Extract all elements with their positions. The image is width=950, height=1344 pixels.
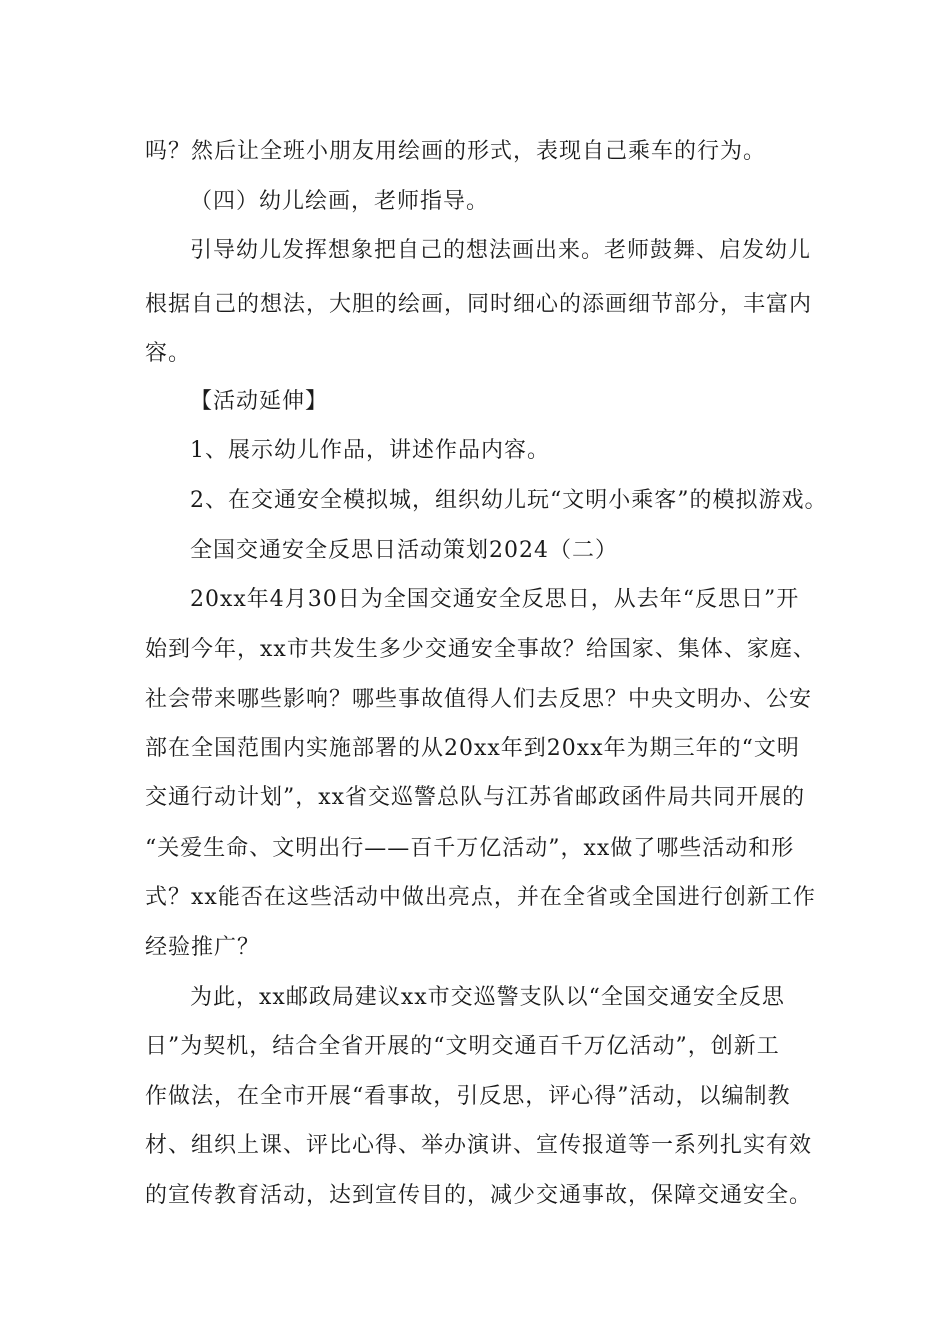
text-line: 的宣传教育活动，达到宣传目的，减少交通事故，保障交通安全。 bbox=[145, 1183, 813, 1208]
text-line: 社会带来哪些影响？哪些事故值得人们去反思？中央文明办、公安 bbox=[145, 687, 813, 712]
list-item: 2、在交通安全模拟城，组织幼儿玩“文明小乘客”的模拟游戏。 bbox=[190, 488, 828, 513]
text-line: 日”为契机，结合全省开展的“文明交通百千万亿活动”，创新工 bbox=[145, 1034, 780, 1059]
list-item: 1、展示幼儿作品，讲述作品内容。 bbox=[190, 438, 550, 463]
text-line: 吗？然后让全班小朋友用绘画的形式，表现自己乘车的行为。 bbox=[145, 139, 767, 164]
text-line: 作做法，在全市开展“看事故，引反思，评心得”活动，以编制教 bbox=[145, 1084, 791, 1109]
text-line: 20xx年4月30日为全国交通安全反思日，从去年“反思日”开 bbox=[190, 587, 800, 612]
text-line: 始到今年，xx市共发生多少交通安全事故？给国家、集体、家庭、 bbox=[145, 637, 816, 662]
text-line: 交通行动计划”，xx省交巡警总队与江苏省邮政函件局共同开展的 bbox=[145, 785, 806, 810]
text-line: 部在全国范围内实施部署的从20xx年到20xx年为期三年的“文明 bbox=[145, 736, 800, 761]
text-line: 式？xx能否在这些活动中做出亮点，并在全省或全国进行创新工作 bbox=[145, 885, 816, 910]
section-heading: 【活动延伸】 bbox=[190, 389, 329, 414]
text-line: 为此，xx邮政局建议xx市交巡警支队以“全国交通安全反思 bbox=[190, 985, 785, 1010]
text-line: 容。 bbox=[145, 341, 192, 366]
text-line: 经验推广？ bbox=[145, 935, 261, 960]
text-line: “关爱生命、文明出行——百千万亿活动”，xx做了哪些活动和形 bbox=[145, 836, 795, 861]
text-line: 材、组织上课、评比心得、举办演讲、宣传报道等一系列扎实有效 bbox=[145, 1133, 813, 1158]
text-line: 引导幼儿发挥想象把自己的想法画出来。老师鼓舞、启发幼儿 bbox=[190, 238, 812, 263]
text-line: 根据自己的想法，大胆的绘画，同时细心的添画细节部分，丰富内 bbox=[145, 292, 813, 317]
document-subtitle: 全国交通安全反思日活动策划2024（二） bbox=[190, 538, 618, 563]
section-heading: （四）幼儿绘画，老师指导。 bbox=[190, 189, 490, 214]
